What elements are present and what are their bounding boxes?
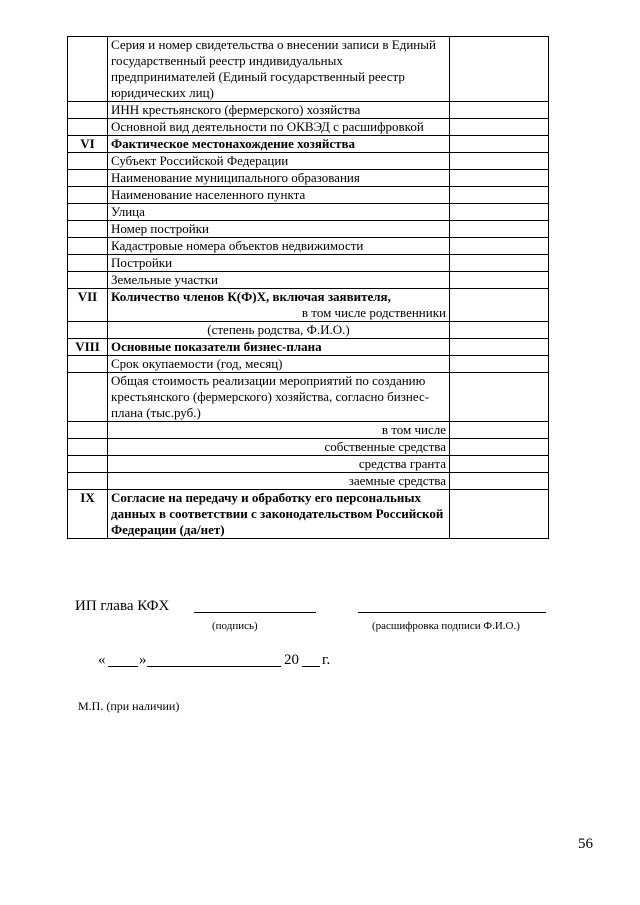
signature-line[interactable] <box>194 612 316 613</box>
section-number <box>68 473 108 490</box>
field-value-cell[interactable] <box>450 272 549 289</box>
section-number <box>68 272 108 289</box>
name-decode-line[interactable] <box>358 612 546 613</box>
table-row <box>68 356 549 373</box>
field-label-text: Срок окупаемости (год, месяц) <box>111 356 283 371</box>
section-number <box>68 456 108 473</box>
field-label-text: заемные средства <box>348 473 446 488</box>
field-label-text: Основные показатели бизнес-плана <box>111 339 322 354</box>
date-year-suffix: г. <box>322 652 331 668</box>
table-row <box>68 473 549 490</box>
signature-caption: (подпись) <box>212 620 258 632</box>
field-label <box>108 322 450 339</box>
section-number: IX <box>68 490 108 539</box>
field-label <box>108 272 450 289</box>
field-label <box>108 289 450 322</box>
table-row <box>68 153 549 170</box>
table-row <box>68 238 549 255</box>
table-row <box>68 339 549 356</box>
field-label <box>108 456 450 473</box>
field-value-cell[interactable] <box>450 238 549 255</box>
table-row <box>68 204 549 221</box>
field-label <box>108 238 450 255</box>
role-label: ИП глава КФХ <box>75 598 170 614</box>
field-label <box>108 221 450 238</box>
field-label-text: Номер постройки <box>111 221 210 236</box>
date-month-line[interactable] <box>147 666 281 667</box>
field-value-cell[interactable] <box>450 102 549 119</box>
field-value-cell[interactable] <box>450 339 549 356</box>
table-row <box>68 136 549 153</box>
field-label <box>108 422 450 439</box>
section-number <box>68 356 108 373</box>
field-label-text: Серия и номер свидетельства о внесении записи в Единый государственный реестр индивидуальных предпринимателей (Единый государственный реестр юридических лиц) <box>111 37 436 100</box>
field-value-cell[interactable] <box>450 490 549 539</box>
table-row <box>68 456 549 473</box>
field-value-cell[interactable] <box>450 170 549 187</box>
field-value-cell[interactable] <box>450 153 549 170</box>
table-row <box>68 255 549 272</box>
field-value-cell[interactable] <box>450 456 549 473</box>
field-value-cell[interactable] <box>450 289 549 322</box>
field-label <box>108 204 450 221</box>
field-label <box>108 439 450 456</box>
field-value-cell[interactable] <box>450 422 549 439</box>
section-number <box>68 187 108 204</box>
field-value-cell[interactable] <box>450 255 549 272</box>
section-number: VIII <box>68 339 108 356</box>
table-row <box>68 272 549 289</box>
section-number <box>68 373 108 422</box>
field-label-text: Согласие на передачу и обработку его персональных данных в соответствии с законодательством Российской Федерации (да/нет) <box>111 490 444 537</box>
field-value-cell[interactable] <box>450 136 549 153</box>
field-value-cell[interactable] <box>450 221 549 238</box>
field-label-text: Субъект Российской Федерации <box>111 153 289 168</box>
stamp-label: М.П. (при наличии) <box>78 699 180 713</box>
field-label-text: в том числе <box>381 422 446 437</box>
table-row <box>68 119 549 136</box>
field-label <box>108 119 450 136</box>
section-number <box>68 439 108 456</box>
field-label-text: Постройки <box>111 255 173 270</box>
section-number <box>68 322 108 339</box>
table-row <box>68 422 549 439</box>
field-label <box>108 490 450 539</box>
application-form-table <box>67 36 549 539</box>
field-label-text: ИНН крестьянского (фермерского) хозяйства <box>111 102 361 117</box>
field-label-text: Количество членов К(Ф)Х, включая заявителя, <box>111 289 391 304</box>
table-row <box>68 187 549 204</box>
field-value-cell[interactable] <box>450 37 549 102</box>
field-value-cell[interactable] <box>450 119 549 136</box>
table-row <box>68 439 549 456</box>
date-day-line[interactable] <box>108 666 138 667</box>
field-label <box>108 255 450 272</box>
section-number <box>68 37 108 102</box>
field-value-cell[interactable] <box>450 322 549 339</box>
field-label-text: собственные средства <box>324 439 446 454</box>
field-label <box>108 187 450 204</box>
field-label <box>108 102 450 119</box>
section-number: VI <box>68 136 108 153</box>
field-label <box>108 153 450 170</box>
field-value-cell[interactable] <box>450 373 549 422</box>
name-decode-caption: (расшифровка подписи Ф.И.О.) <box>372 620 520 632</box>
field-label-text: Основной вид деятельности по ОКВЭД с расшифровкой <box>111 119 424 134</box>
date-year-prefix: 20 <box>284 652 299 668</box>
field-value-cell[interactable] <box>450 439 549 456</box>
table-row <box>68 373 549 422</box>
field-label-text: средства гранта <box>358 456 446 471</box>
table-row <box>68 170 549 187</box>
field-label-text: Улица <box>111 204 145 219</box>
section-number <box>68 422 108 439</box>
field-label-text: Общая стоимость реализации мероприятий по созданию крестьянского (фермерского) хозяйства, согласно бизнес-плана (тыс.руб.) <box>111 373 430 420</box>
field-label-text: Кадастровые номера объектов недвижимости <box>111 238 364 253</box>
section-number <box>68 221 108 238</box>
field-value-cell[interactable] <box>450 204 549 221</box>
date-close-quote: » <box>139 652 147 668</box>
section-number <box>68 255 108 272</box>
section-number <box>68 153 108 170</box>
table-row <box>68 490 549 539</box>
field-value-cell[interactable] <box>450 356 549 373</box>
field-label <box>108 473 450 490</box>
field-label <box>108 356 450 373</box>
field-value-cell[interactable] <box>450 187 549 204</box>
section-number <box>68 238 108 255</box>
field-value-cell[interactable] <box>450 473 549 490</box>
field-label <box>108 339 450 356</box>
table-row <box>68 37 549 102</box>
field-label-text: (степень родства, Ф.И.О.) <box>207 322 350 337</box>
field-label-text: Фактическое местонахождение хозяйства <box>111 136 356 151</box>
section-number <box>68 119 108 136</box>
field-label <box>108 136 450 153</box>
field-label-text: Земельные участки <box>111 272 218 287</box>
section-number <box>68 204 108 221</box>
field-label-text: Наименование муниципального образования <box>111 170 360 185</box>
field-sublabel: в том числе родственники <box>301 305 446 320</box>
field-label-text: Наименование населенного пункта <box>111 187 306 202</box>
field-label <box>108 373 450 422</box>
section-number: VII <box>68 289 108 322</box>
date-year-line[interactable] <box>302 666 320 667</box>
date-open-quote: « <box>98 652 106 668</box>
field-label <box>108 170 450 187</box>
table-row <box>68 102 549 119</box>
field-label <box>108 37 450 102</box>
section-number <box>68 102 108 119</box>
table-row <box>68 322 549 339</box>
table-row <box>68 221 549 238</box>
section-number <box>68 170 108 187</box>
page-number: 56 <box>578 836 593 852</box>
table-row <box>68 289 549 322</box>
